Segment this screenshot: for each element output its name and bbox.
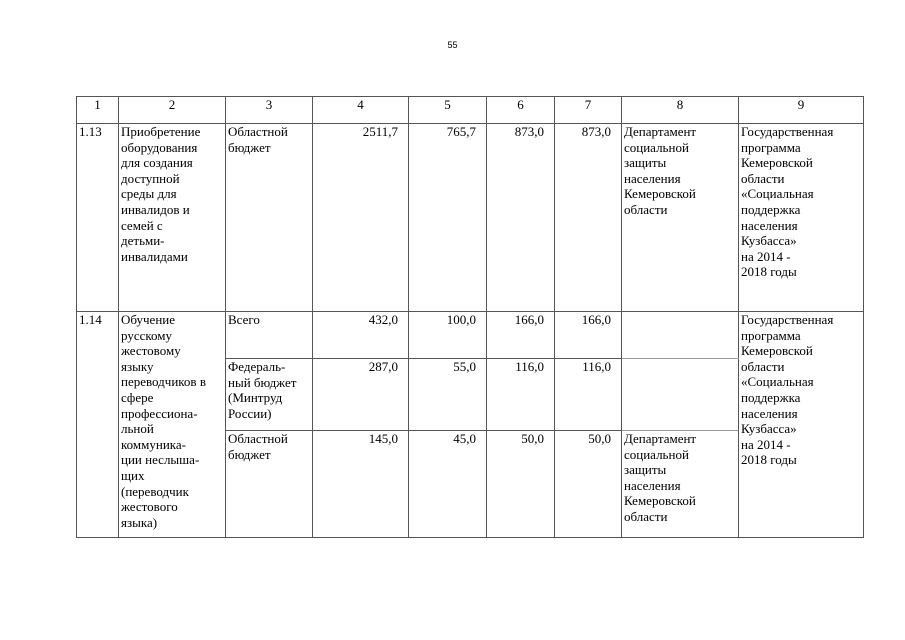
header-cell-6: 6 xyxy=(487,97,555,124)
header-cell-8: 8 xyxy=(622,97,739,124)
amount-col-6: 50,0 xyxy=(487,431,555,538)
row-number: 1.14 xyxy=(77,312,119,538)
activity-name: Приобретение оборудования для создания доступной среды для инвалидов и семей с детьми- инвалидами xyxy=(119,124,226,312)
amount-col-7: 50,0 xyxy=(555,431,622,538)
funding-source: Всего xyxy=(226,312,313,359)
amount-col-7: 873,0 xyxy=(555,124,622,312)
amount-col-5: 765,7 xyxy=(409,124,487,312)
funding-source: Областной бюджет xyxy=(226,124,313,312)
header-cell-2: 2 xyxy=(119,97,226,124)
program: Государственная программа Кемеровской области «Социальная поддержка населения Кузбасса» на 2014 - 2018 годы xyxy=(739,312,864,538)
amount-col-5: 100,0 xyxy=(409,312,487,359)
header-cell-3: 3 xyxy=(226,97,313,124)
budget-table xyxy=(76,96,864,538)
amount-col-4: 287,0 xyxy=(313,359,409,431)
amount-col-7: 116,0 xyxy=(555,359,622,431)
funding-source: Областной бюджет xyxy=(226,431,313,538)
row-number: 1.13 xyxy=(77,124,119,312)
header-cell-4: 4 xyxy=(313,97,409,124)
table-row-1-14-total xyxy=(77,312,864,359)
executor: Департамент социальной защиты населения Кемеровской области xyxy=(622,124,739,312)
header-row xyxy=(77,97,864,124)
table-row-1-13 xyxy=(77,124,864,312)
page-number: 55 xyxy=(447,40,458,50)
amount-col-6: 166,0 xyxy=(487,312,555,359)
executor xyxy=(622,312,739,359)
amount-col-6: 116,0 xyxy=(487,359,555,431)
header-cell-9: 9 xyxy=(739,97,864,124)
amount-col-5: 45,0 xyxy=(409,431,487,538)
header-cell-1: 1 xyxy=(77,97,119,124)
header-cell-5: 5 xyxy=(409,97,487,124)
amount-col-4: 432,0 xyxy=(313,312,409,359)
executor: Департамент социальной защиты населения Кемеровской области xyxy=(622,431,739,538)
executor xyxy=(622,359,739,431)
amount-col-7: 166,0 xyxy=(555,312,622,359)
activity-name: Обучение русскому жестовому языку переводчиков в сфере профессиона- льной коммуника- ции неслыша- щих (переводчик жестового языка) xyxy=(119,312,226,538)
amount-col-5: 55,0 xyxy=(409,359,487,431)
amount-col-4: 145,0 xyxy=(313,431,409,538)
amount-col-6: 873,0 xyxy=(487,124,555,312)
amount-col-4: 2511,7 xyxy=(313,124,409,312)
header-cell-7: 7 xyxy=(555,97,622,124)
program: Государственная программа Кемеровской области «Социальная поддержка населения Кузбасса» на 2014 - 2018 годы xyxy=(739,124,864,312)
funding-source: Федераль- ный бюджет (Минтруд России) xyxy=(226,359,313,431)
